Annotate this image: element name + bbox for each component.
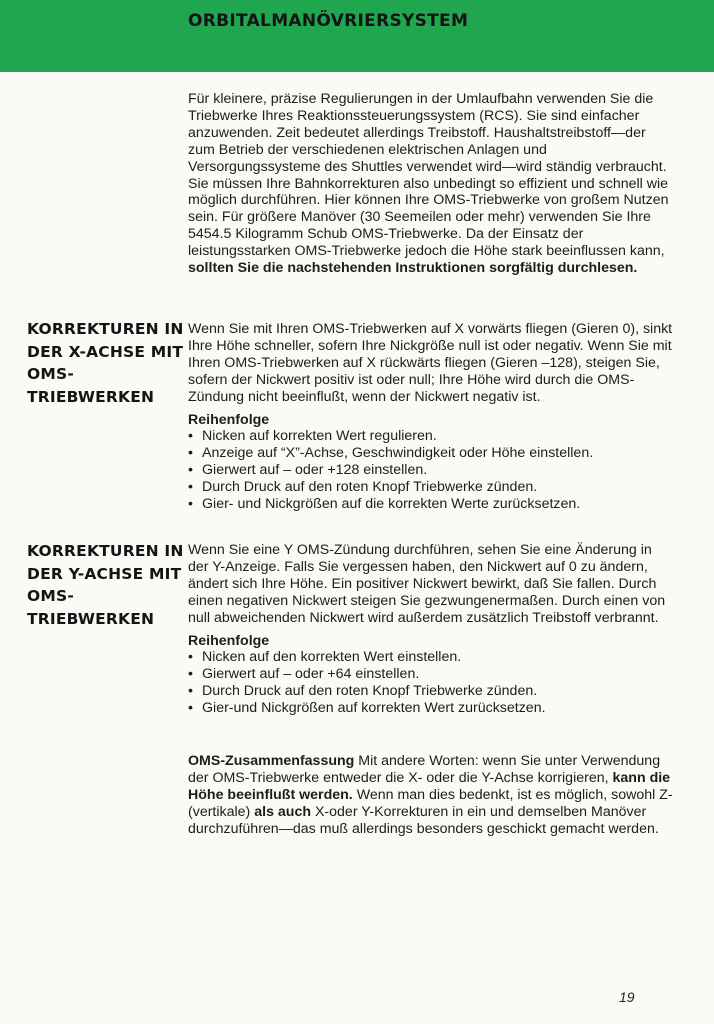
list-item: • Anzeige auf “X”-Achse, Geschwindigkeit oder Höhe einstellen. xyxy=(188,445,674,462)
list-item: • Gier-und Nickgrößen auf korrekten Wert zurücksetzen. xyxy=(188,700,674,717)
list-item: • Gierwert auf – oder +64 einstellen. xyxy=(188,666,674,683)
section-y-heading: KORREKTUREN IN DER Y-ACHSE MIT OMS-TRIEBWERKEN xyxy=(27,542,184,628)
section-y-text: Wenn Sie eine Y OMS-Zündung durchführen, sehen Sie eine Änderung in der Y-Anzeige. Falls Sie vergessen haben, den Nickwert auf 0 zu ändern, ändert sich Ihre Höhe. Ein positiver Nickwert bewirkt, daß Sie fallen. Durch einen negativen Nickwert steigen Sie gezwungenermaßen. Durch einen von null abweichenden Nickwert wird außerdem zusätzlich Treibstoff verbrannt. xyxy=(188,542,666,626)
section-y-body xyxy=(188,542,674,717)
list-item: • Nicken auf korrekten Wert regulieren. xyxy=(188,428,674,445)
intro-bold-text: sollten Sie die nachstehenden Instruktionen sorgfältig durchlesen. xyxy=(188,260,638,277)
intro-paragraph xyxy=(188,91,674,277)
list-item: • Durch Druck auf den roten Knopf Triebwerke zünden. xyxy=(188,683,674,700)
summary-paragraph xyxy=(188,753,674,838)
list-item: • Gierwert auf – oder +128 einstellen. xyxy=(188,462,674,479)
summary-text-2: Wenn man dies bedenkt, ist es möglich, sowohl Z- (vertikale) xyxy=(188,786,673,820)
section-x-steps-title: Reihenfolge xyxy=(188,411,270,428)
page-number: 19 xyxy=(619,989,635,1005)
header-band xyxy=(0,0,714,72)
summary-text-1: Mit andere Worten: wenn Sie unter Verwendung der OMS-Triebwerke entweder die X- oder die Y-Achse korrigieren, xyxy=(188,753,661,786)
intro-text: Für kleinere, präzise Regulierungen in der Umlaufbahn verwenden Sie die Triebwerke Ihres Reaktionssteuerungssystem (RCS). Sie sind einfacher anzuwenden. Zeit bedeutet allerdings Treibstoff. Haushaltstreibstoff—der zum Betrieb der verschiedenen elektrischen Anlagen und Versorgungssysteme des Shuttles verwendet wird—wird ständig verbraucht. Sie müssen Ihre Bahnkorrekturen also unbedingt so effizient und schnell wie möglich durchführen. Hier können Ihre OMS-Triebwerke von großem Nutzen sein. Für größere Manöver (30 Seemeilen oder mehr) verwenden Sie Ihre 5454.5 Kilogramm Schub OMS-Triebwerke. Da der Einsatz der leistungsstarken OMS-Triebwerke jedoch die Höhe stark beeinflussen kann, xyxy=(188,91,669,260)
summary-bold-2: als auch xyxy=(254,803,312,820)
list-item: • Durch Druck auf den roten Knopf Triebwerke zünden. xyxy=(188,479,674,496)
page-title: ORBITALMANÖVRIERSYSTEM xyxy=(188,11,469,31)
section-x-body xyxy=(188,321,674,513)
section-x-steps xyxy=(188,428,674,513)
summary-bold-1: kann die Höhe beeinflußt werden. xyxy=(188,769,671,803)
list-item: • Nicken auf den korrekten Wert einstellen. xyxy=(188,649,674,666)
section-y-steps xyxy=(188,649,674,717)
list-item: • Gier- und Nickgrößen auf die korrekten Werte zurücksetzen. xyxy=(188,496,674,513)
section-x-text: Wenn Sie mit Ihren OMS-Triebwerken auf X vorwärts fliegen (Gieren 0), sinkt Ihre Höhe schneller, sofern Ihre Nickgröße null ist oder negativ. Wenn Sie mit Ihren OMS-Triebwerken auf X rückwärts fliegen (Gieren –128), steigen Sie, sofern der Nickwert positiv ist oder null; Ihre Höhe wird durch die OMS-Zündung nicht beeinflußt, wenn der Nickwert negativ ist. xyxy=(188,321,673,405)
summary-label: OMS-Zusammenfassung xyxy=(188,753,355,769)
section-y-steps-title: Reihenfolge xyxy=(188,632,270,649)
summary-text-3: X-oder Y-Korrekturen in ein und demselben Manöver durchzuführen—das muß allerdings besonders geschickt gemacht werden. xyxy=(188,803,659,837)
section-x-heading: KORREKTUREN IN DER X-ACHSE MIT OMS-TRIEBWERKEN xyxy=(27,320,184,406)
